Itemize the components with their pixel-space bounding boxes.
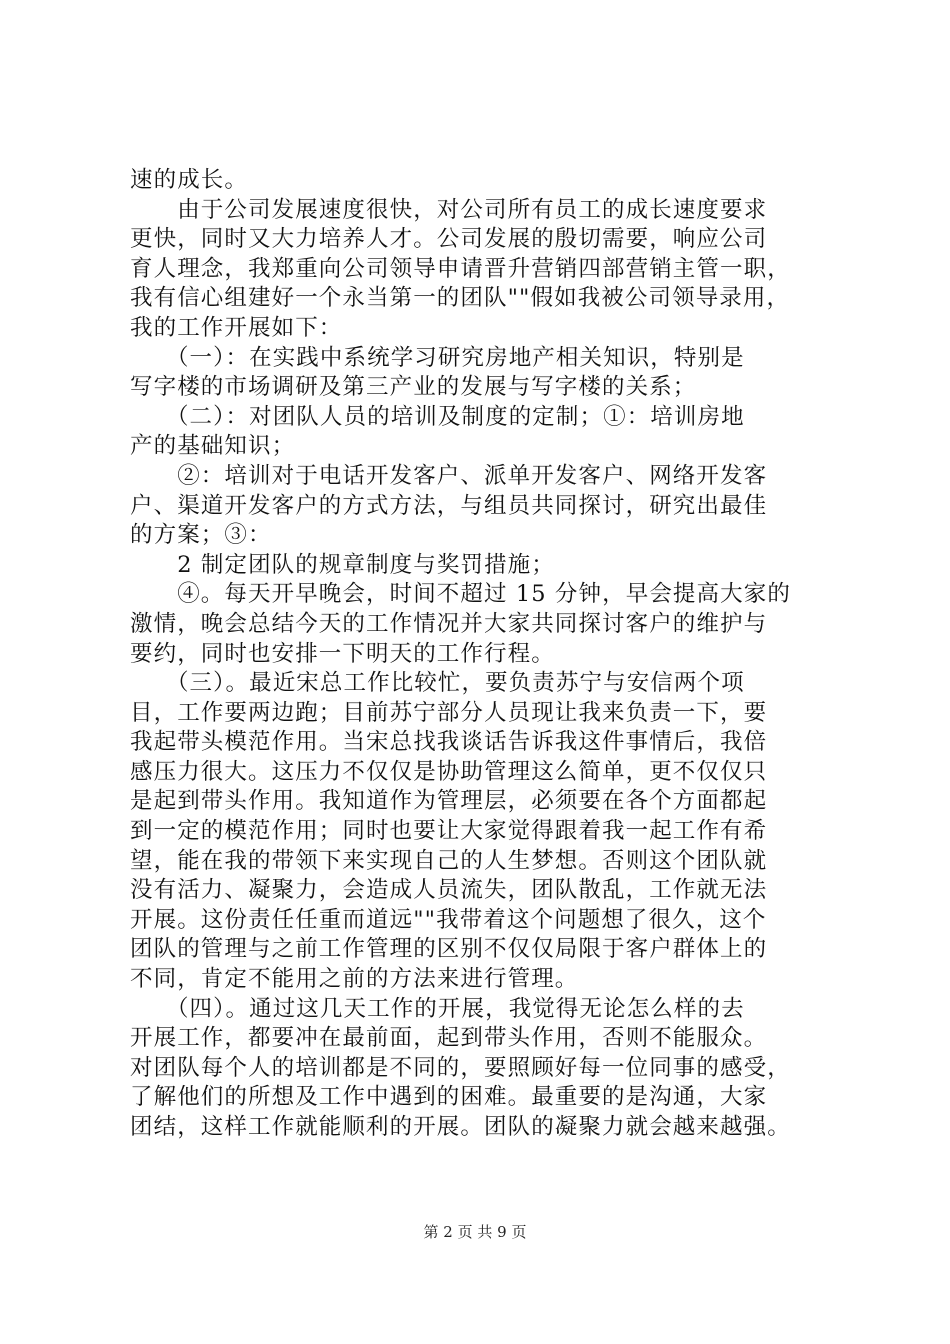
text-line: （一）：在实践中系统学习研究房地产相关知识，特别是 xyxy=(130,344,745,371)
text-line: 团队的管理与之前工作管理的区别不仅仅局限于客户群体上的 xyxy=(130,936,768,963)
text-line: （二）：对团队人员的培训及制度的定制；①：培训房地 xyxy=(130,403,745,430)
text-line: 我起带头模范作用。当宋总找我谈话告诉我这件事情后，我倍 xyxy=(130,729,768,756)
text-line: 的方案；③： xyxy=(130,522,272,549)
text-line: 激情，晚会总结今天的工作情况并大家共同探讨客户的维护与 xyxy=(130,610,768,637)
text-line: 2 制定团队的规章制度与奖罚措施； xyxy=(130,551,555,578)
text-line: 是起到带头作用。我知道作为管理层，必须要在各个方面都起 xyxy=(130,788,768,815)
page-footer xyxy=(0,1222,950,1242)
text-line: 团结，这样工作就能顺利的开展。团队的凝聚力就会越来越强。 xyxy=(130,1114,791,1140)
text-line: 我的工作开展如下： xyxy=(130,314,343,341)
text-line: 产的基础知识； xyxy=(130,433,296,460)
text-line: 更快，同时又大力培养人才。公司发展的殷切需要，响应公司 xyxy=(130,226,768,253)
text-line: 到一定的模范作用；同时也要让大家觉得跟着我一起工作有希 xyxy=(130,818,768,845)
text-line: 目，工作要两边跑；目前苏宁部分人员现让我来负责一下，要 xyxy=(130,699,768,726)
text-line: 育人理念，我郑重向公司领导申请晋升营销四部营销主管一职， xyxy=(130,255,791,282)
text-line: 户、渠道开发客户的方式方法，与组员共同探讨，研究出最佳 xyxy=(130,492,768,519)
text-line: ④。每天开早晚会，时间不超过 15 分钟，早会提高大家的 xyxy=(130,581,791,608)
text-line: 速的成长。 xyxy=(130,167,249,193)
body-text xyxy=(130,166,830,1143)
text-line: ②：培训对于电话开发客户、派单开发客户、网络开发客 xyxy=(130,462,768,489)
text-line: 要约，同时也安排一下明天的工作行程。 xyxy=(130,640,555,667)
text-line: 望，能在我的带领下来实现自己的人生梦想。否则这个团队就 xyxy=(130,847,768,874)
text-line: （三）。最近宋总工作比较忙，要负责苏宁与安信两个项 xyxy=(130,670,745,697)
text-line: 开展工作，都要冲在最前面，起到带头作用，否则不能服众。 xyxy=(130,1025,768,1052)
text-line: 了解他们的所想及工作中遇到的困难。最重要的是沟通，大家 xyxy=(130,1084,768,1111)
text-line: 由于公司发展速度很快，对公司所有员工的成长速度要求 xyxy=(130,196,768,223)
text-line: 写字楼的市场调研及第三产业的发展与写字楼的关系； xyxy=(130,374,697,401)
text-line: （四）。通过这几天工作的开展，我觉得无论怎么样的去 xyxy=(130,995,745,1022)
text-line: 没有活力、凝聚力，会造成人员流失，团队散乱，工作就无法 xyxy=(130,877,768,904)
text-line: 开展。这份责任任重而道远""我带着这个问题想了很久，这个 xyxy=(130,906,767,933)
text-line: 感压力很大。这压力不仅仅是协助管理这么简单，更不仅仅只 xyxy=(130,758,768,785)
text-line: 不同，肯定不能用之前的方法来进行管理。 xyxy=(130,966,579,993)
page-number-indicator: 第 2 页 共 9 页 xyxy=(423,1223,527,1241)
text-line: 我有信心组建好一个永当第一的团队""假如我被公司领导录用， xyxy=(130,285,791,312)
text-line: 对团队每个人的培训都是不同的，要照顾好每一位同事的感受， xyxy=(130,1054,791,1081)
